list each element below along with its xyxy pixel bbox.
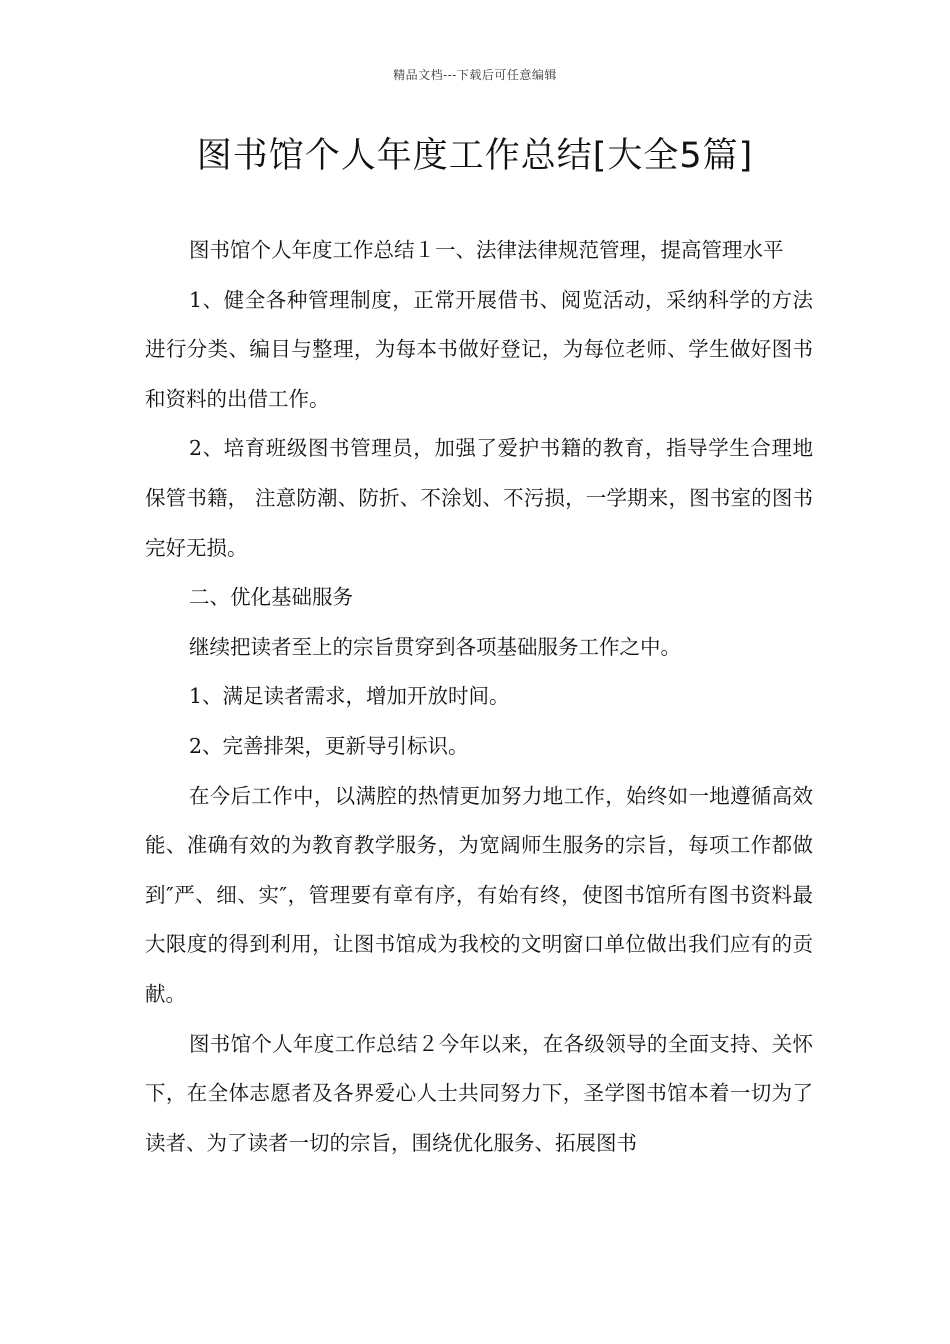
document-body [145, 226, 813, 1168]
paragraph-intro: 图书馆个人年度工作总结１一、法律法律规范管理，提高管理水平 [189, 238, 784, 262]
document-title: 图书馆个人年度工作总结[大全5篇] [196, 136, 754, 176]
header-note: 精品文档---下载后可任意编辑 [393, 68, 557, 82]
paragraph-item-1: 1、健全各种管理制度，正常开展借书、阅览活动，采纳科学的方法进行分类、编目与整理，为每本书做好登记，为每位老师、学生做好图书和资料的出借工作。 [145, 287, 813, 411]
paragraph-service-intro: 继续把读者至上的宗旨贯穿到各项基础服务工作之中。 [189, 634, 681, 659]
paragraph-item-2: 2、培育班级图书管理员，加强了爱护书籍的教育，指导学生合理地保管书籍， 注意防潮、防折、不涂划、不污损，一学期来，图书室的图书完好无损。 [145, 436, 813, 560]
paragraph-summary-2: 图书馆个人年度工作总结２今年以来，在各级领导的全面支持、关怀下，在全体志愿者及各界爱心人士共同努力下，圣学图书馆本着一切为了读者、为了读者一切的宗旨，围绕优化服务、拓展图书 [145, 1031, 813, 1155]
paragraph-conclusion: 在今后工作中，以满腔的热情更加努力地工作，始终如一地遵循高效能、准确有效的为教育教学服务，为宽阔师生服务的宗旨，每项工作都做到″严、细、实″，管理要有章有序，有始有终，使图书馆所有图书资料最大限度的得到利用，让图书馆成为我校的文明窗口单位做出我们应有的贡献。 [145, 783, 813, 1006]
paragraph-service-1: 1、满足读者需求，增加开放时间。 [189, 684, 510, 709]
paragraph-service-2: 2、完善排架，更新导引标识。 [189, 733, 469, 758]
section-heading-2: 二、优化基础服务 [189, 585, 353, 610]
